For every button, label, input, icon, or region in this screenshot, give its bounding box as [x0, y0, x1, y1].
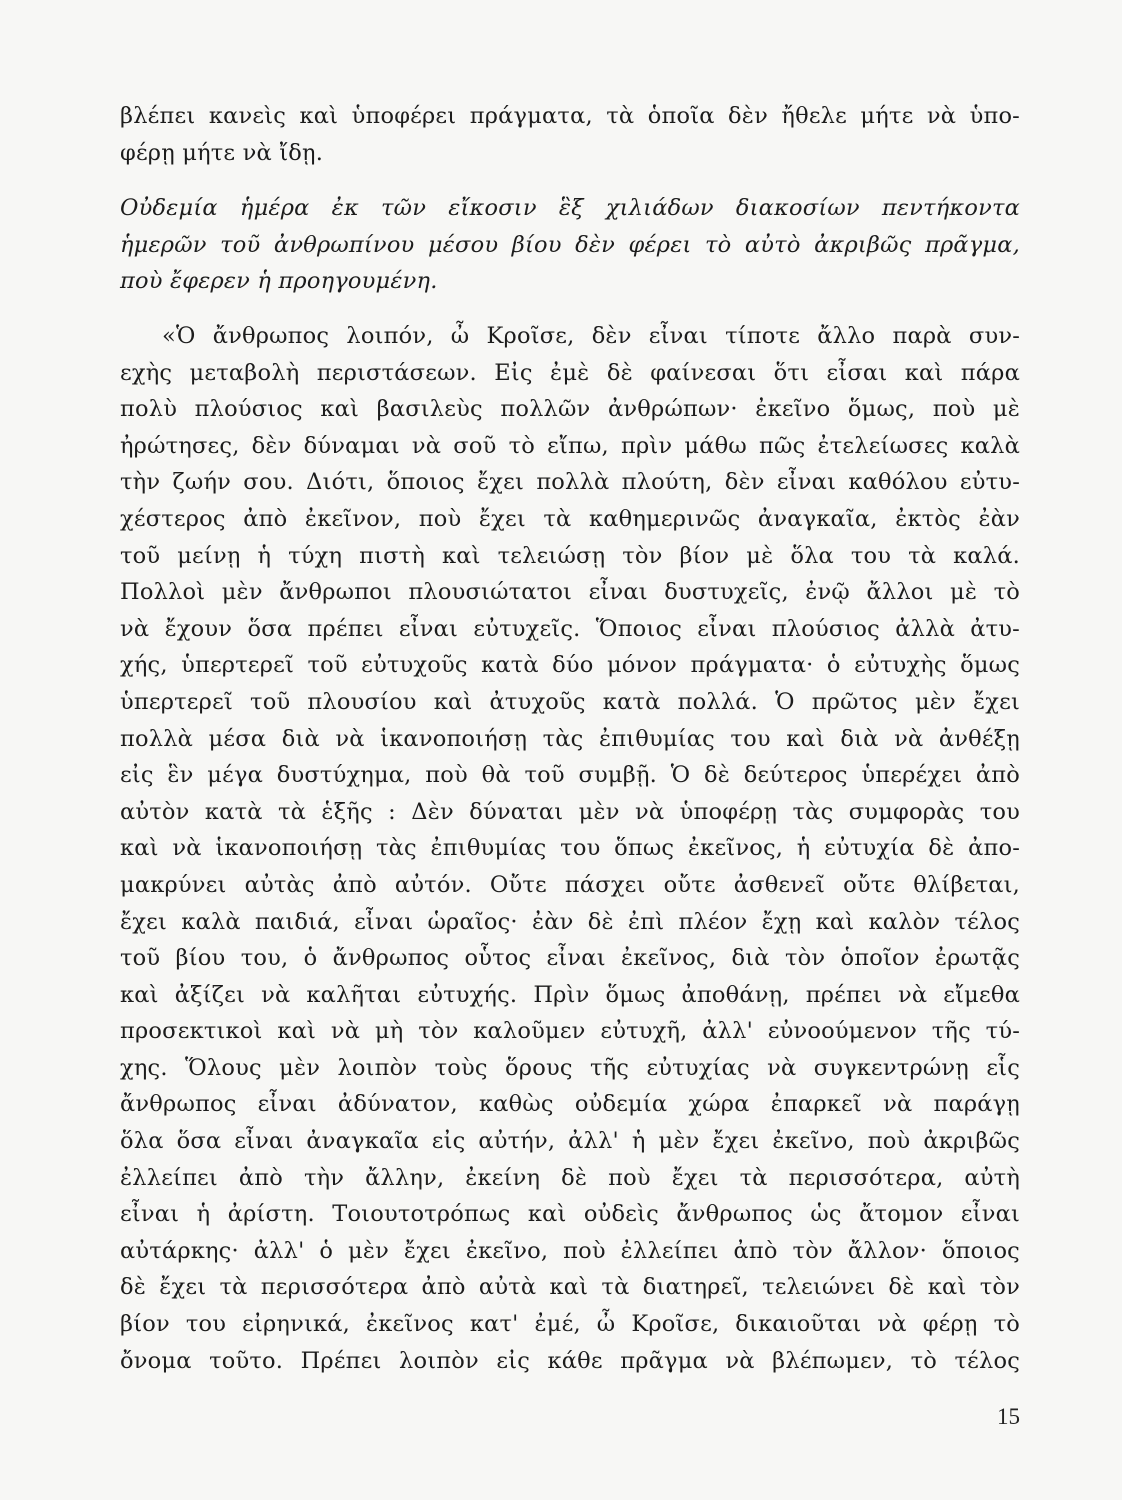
text-line: «Ὁ ἄνθρωπος λοιπόν, ὦ Κροῖσε, δὲν εἶναι τίποτε ἄλλο παρὰ συν- [162, 323, 1020, 349]
text-line: μακρύνει αὐτὰς ἀπὸ αὐτόν. Οὔτε πάσχει οὔτε ἀσθενεῖ οὔτε θλίβεται, [120, 871, 1020, 898]
text-line: ἄνθρωπος εἶναι ἀδύνατον, καθὼς οὐδεμία χώρα ἐπαρκεῖ νὰ παράγῃ [120, 1091, 1020, 1118]
text-line: βίον του εἰρηνικά, ἐκεῖνος κατ' ἐμέ, ὦ Κροῖσε, δικαιοῦται νὰ φέρῃ τὸ [120, 1311, 1020, 1338]
page-number: 15 [997, 1404, 1020, 1429]
text-line: φέρῃ μήτε νὰ ἴδῃ. [120, 139, 324, 166]
text-line: ὅλα ὅσα εἶναι ἀναγκαῖα εἰς αὐτήν, ἀλλ' ἡ μὲν ἔχει ἐκεῖνο, ποὺ ἀκριβῶς [120, 1128, 1020, 1155]
text-line: καὶ ἀξίζει νὰ καλῆται εὐτυχής. Πρὶν ὅμως ἀποθάνῃ, πρέπει νὰ εἴμεθα [120, 981, 1020, 1008]
text-line: τοῦ βίου του, ὁ ἄνθρωπος οὗτος εἶναι ἐκεῖνος, διὰ τὸν ὁποῖον ἐρωτᾷς [120, 945, 1020, 972]
text-line: ἡμερῶν τοῦ ἀνθρωπίνου μέσου βίου δὲν φέρει τὸ αὐτὸ ἀκριβῶς πρᾶγμα, [120, 231, 1020, 258]
text-line: ἠρώτησες, δὲν δύναμαι νὰ σοῦ τὸ εἴπω, πρὶν μάθω πῶς ἐτελείωσες καλὰ [120, 432, 1020, 459]
text-line: χής, ὑπερτερεῖ τοῦ εὐτυχοῦς κατὰ δύο μόνον πράγματα· ὁ εὐτυχὴς ὅμως [120, 652, 1020, 679]
text-line: ἐλλείπει ἀπὸ τὴν ἄλλην, ἐκείνη δὲ ποὺ ἔχει τὰ περισσότερα, αὐτὴ [120, 1164, 1020, 1191]
text-line: δὲ ἔχει τὰ περισσότερα ἀπὸ αὐτὰ καὶ τὰ διατηρεῖ, τελειώνει δὲ καὶ τὸν [120, 1274, 1020, 1301]
text-line: ἔχει καλὰ παιδιά, εἶναι ὡραῖος· ἐὰν δὲ ἐπὶ πλέον ἔχῃ καὶ καλὸν τέλος [120, 908, 1020, 935]
text-line: καὶ νὰ ἱκανοποιήσῃ τὰς ἐπιθυμίας του ὅπως ἐκεῖνος, ἡ εὐτυχία δὲ ἀπο- [120, 835, 1020, 862]
italic-quote-paragraph [120, 190, 1020, 300]
main-paragraph [120, 318, 1020, 1379]
text-line: προσεκτικοὶ καὶ νὰ μὴ τὸν καλοῦμεν εὐτυχῆ, ἀλλ' εὐνοούμενον τῆς τύ- [120, 1018, 1020, 1045]
text-line: τοῦ μείνῃ ἡ τύχη πιστὴ καὶ τελειώσῃ τὸν βίον μὲ ὅλα του τὰ καλά. [120, 542, 1020, 569]
text-line: Οὐδεμία ἡμέρα ἐκ τῶν εἴκοσιν ἓξ χιλιάδων διακοσίων πεντήκοντα [120, 195, 1020, 221]
text-line: ποὺ ἔφερεν ἡ προηγουμένη. [120, 268, 438, 295]
text-line: βλέπει κανεὶς καὶ ὑποφέρει πράγματα, τὰ ὁποῖα δὲν ἤθελε μήτε νὰ ὑπο- [120, 103, 1020, 129]
text-line: τὴν ζωήν σου. Διότι, ὅποιος ἔχει πολλὰ πλούτη, δὲν εἶναι καθόλου εὐτυ- [120, 469, 1020, 496]
text-line: ὑπερτερεῖ τοῦ πλουσίου καὶ ἀτυχοῦς κατὰ πολλά. Ὁ πρῶτος μὲν ἔχει [120, 688, 1020, 715]
text-line: χης. Ὅλους μὲν λοιπὸν τοὺς ὅρους τῆς εὐτυχίας νὰ συγκεντρώνῃ εἷς [120, 1054, 1020, 1081]
text-line: αὐτὸν κατὰ τὰ ἑξῆς : Δὲν δύναται μὲν νὰ ὑποφέρῃ τὰς συμφορὰς του [120, 798, 1020, 825]
text-line: ὄνομα τοῦτο. Πρέπει λοιπὸν εἰς κάθε πρᾶγμα νὰ βλέπωμεν, τὸ τέλος [120, 1347, 1020, 1374]
text-line: αὐτάρκης· ἀλλ' ὁ μὲν ἔχει ἐκεῖνο, ποὺ ἐλλείπει ἀπὸ τὸν ἄλλον· ὅποιος [120, 1237, 1020, 1264]
text-line: πολλὰ μέσα διὰ νὰ ἱκανοποιήσῃ τὰς ἐπιθυμίας του καὶ διὰ νὰ ἀνθέξῃ [120, 725, 1020, 752]
text-line: χέστερος ἀπὸ ἐκεῖνον, ποὺ ἔχει τὰ καθημερινῶς ἀναγκαῖα, ἐκτὸς ἐὰν [120, 505, 1020, 532]
paragraph-continuation [120, 98, 1020, 171]
text-line: νὰ ἔχουν ὅσα πρέπει εἶναι εὐτυχεῖς. Ὅποιος εἶναι πλούσιος ἀλλὰ ἀτυ- [120, 615, 1020, 642]
text-line: εἶναι ἡ ἀρίστη. Τοιουτοτρόπως καὶ οὐδεὶς ἄνθρωπος ὡς ἄτομον εἶναι [120, 1201, 1020, 1228]
text-line: πολὺ πλούσιος καὶ βασιλεὺς πολλῶν ἀνθρώπων· ἐκεῖνο ὅμως, ποὺ μὲ [120, 396, 1020, 423]
text-line: εχὴς μεταβολὴ περιστάσεων. Εἰς ἐμὲ δὲ φαίνεσαι ὅτι εἶσαι καὶ πάρα [120, 359, 1020, 386]
text-line: εἰς ἓν μέγα δυστύχημα, ποὺ θὰ τοῦ συμβῇ. Ὁ δὲ δεύτερος ὑπερέχει ἀπὸ [120, 762, 1020, 789]
text-line: Πολλοὶ μὲν ἄνθρωποι πλουσιώτατοι εἶναι δυστυχεῖς, ἐνῷ ἄλλοι μὲ τὸ [120, 579, 1020, 606]
